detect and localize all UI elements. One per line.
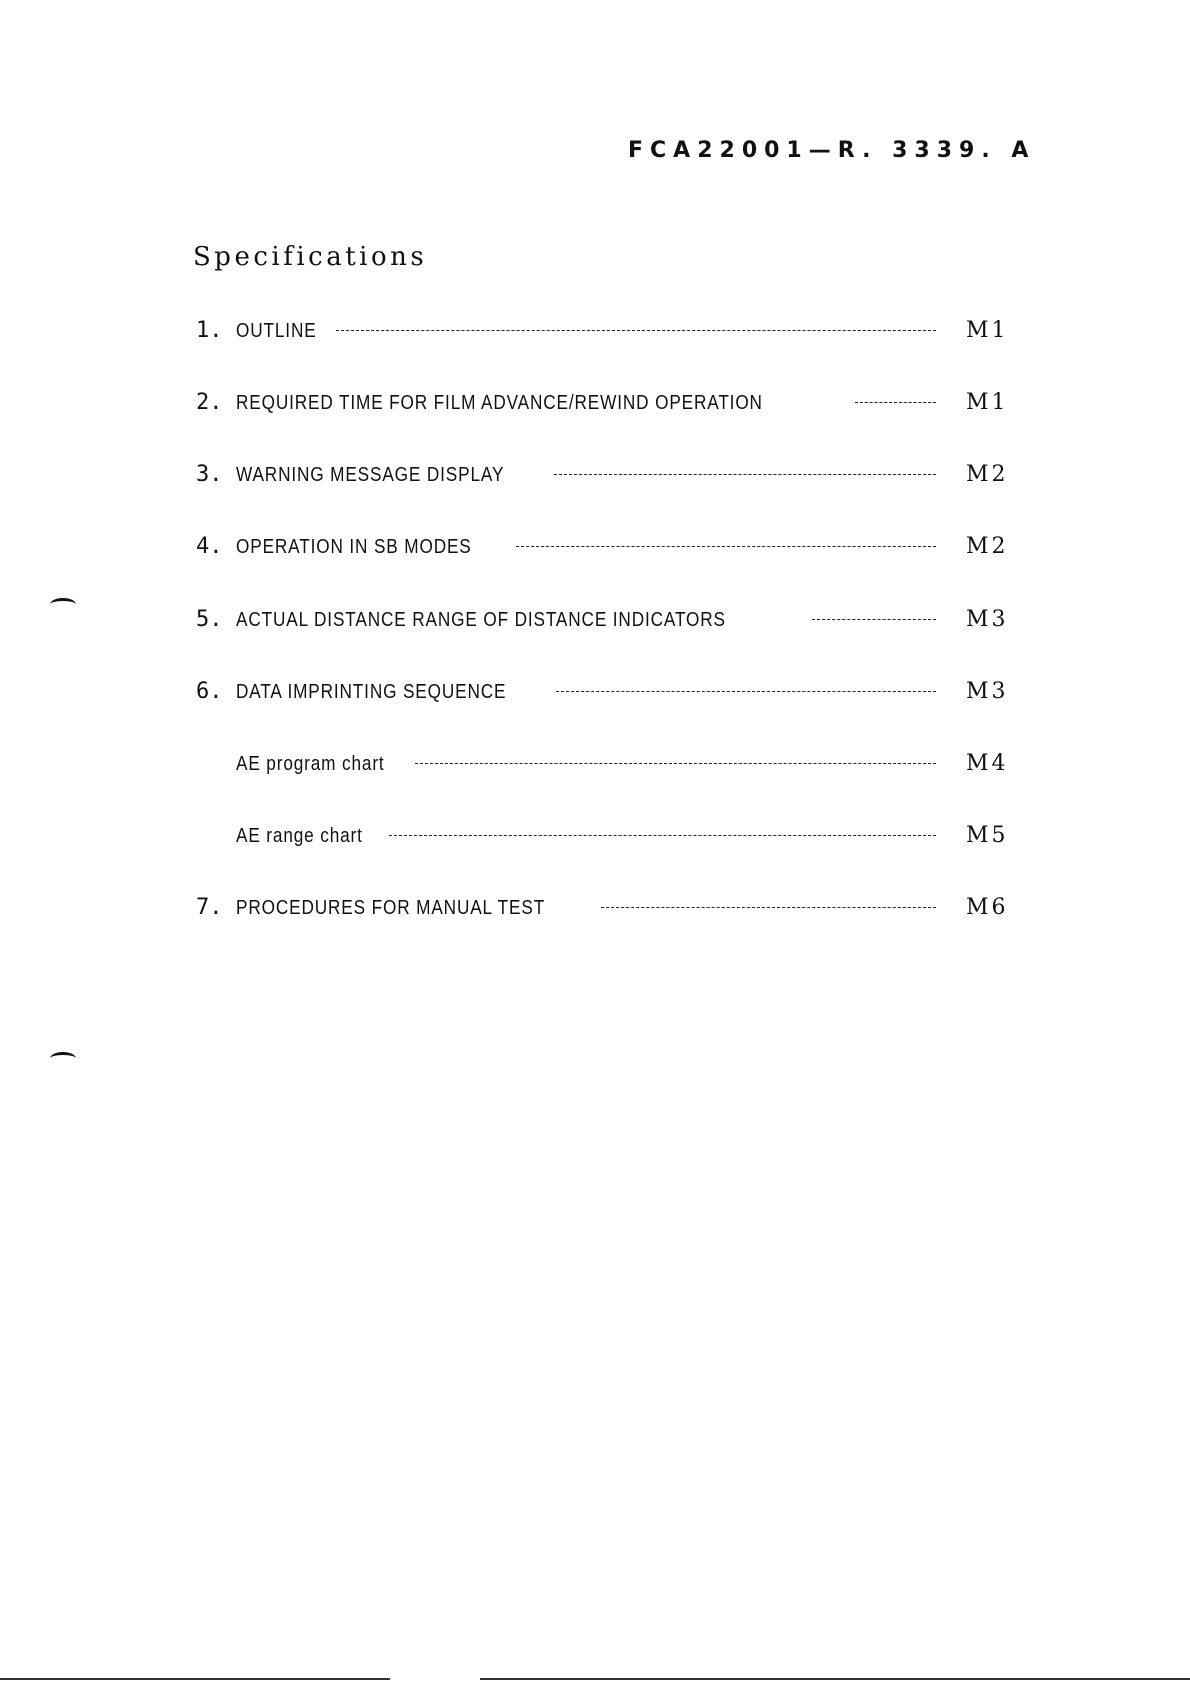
toc-entry [196,823,1010,853]
toc-dash-leader [516,546,936,547]
toc-entry-page: M3 [966,679,1009,704]
toc-entry-number: 7. [196,895,223,920]
toc-entry-number: 5. [196,607,223,632]
toc-entry-number: 2. [196,390,223,415]
toc-entry-page: M2 [966,534,1009,559]
toc-entry-label: OPERATION IN SB MODES [236,536,472,558]
toc-entry-label: AE range chart [236,825,363,847]
binding-hole-mark-upper [50,598,76,611]
toc-entry-label: REQUIRED TIME FOR FILM ADVANCE/REWIND OPERATION [236,392,763,414]
toc-dash-leader [601,907,936,908]
toc-dash-leader [415,763,936,764]
binding-hole-mark-lower [50,1052,76,1065]
toc-entry-page: M1 [966,318,1009,343]
toc-entry [196,534,1010,564]
toc-dash-leader [336,330,936,331]
toc-entry-label: PROCEDURES FOR MANUAL TEST [236,897,546,919]
toc-entry [196,318,1010,348]
toc-dash-leader [812,619,936,620]
toc-entry-page: M6 [966,895,1009,920]
document-id: FCA22001—R. 3339. A [628,138,1036,163]
toc-entry-page: M3 [966,607,1009,632]
toc-entry-label: WARNING MESSAGE DISPLAY [236,464,505,486]
toc-entry-page: M1 [966,390,1009,415]
toc-entry [196,607,1010,637]
bottom-edge-rule [0,1678,1190,1680]
toc-entry-label: OUTLINE [236,320,317,342]
toc-dash-leader [855,402,936,403]
toc-dash-leader [556,691,936,692]
toc-entry-label: ACTUAL DISTANCE RANGE OF DISTANCE INDICATORS [236,609,726,631]
toc-entry-number: 4. [196,534,223,559]
toc-entry [196,751,1010,781]
toc-entry [196,390,1010,420]
toc-dash-leader [389,835,936,836]
page-title: Specifications [193,242,428,272]
toc-entry [196,462,1010,492]
toc-entry-label: AE program chart [236,753,385,775]
toc-entry-number: 6. [196,679,223,704]
toc-entry-label: DATA IMPRINTING SEQUENCE [236,681,507,703]
toc-entry-page: M5 [966,823,1009,848]
toc-entry-page: M2 [966,462,1009,487]
toc-entry-page: M4 [966,751,1009,776]
toc-entry-number: 1. [196,318,223,343]
toc-entry-number: 3. [196,462,223,487]
toc-entry [196,679,1010,709]
toc-dash-leader [554,474,936,475]
toc-entry [196,895,1010,925]
